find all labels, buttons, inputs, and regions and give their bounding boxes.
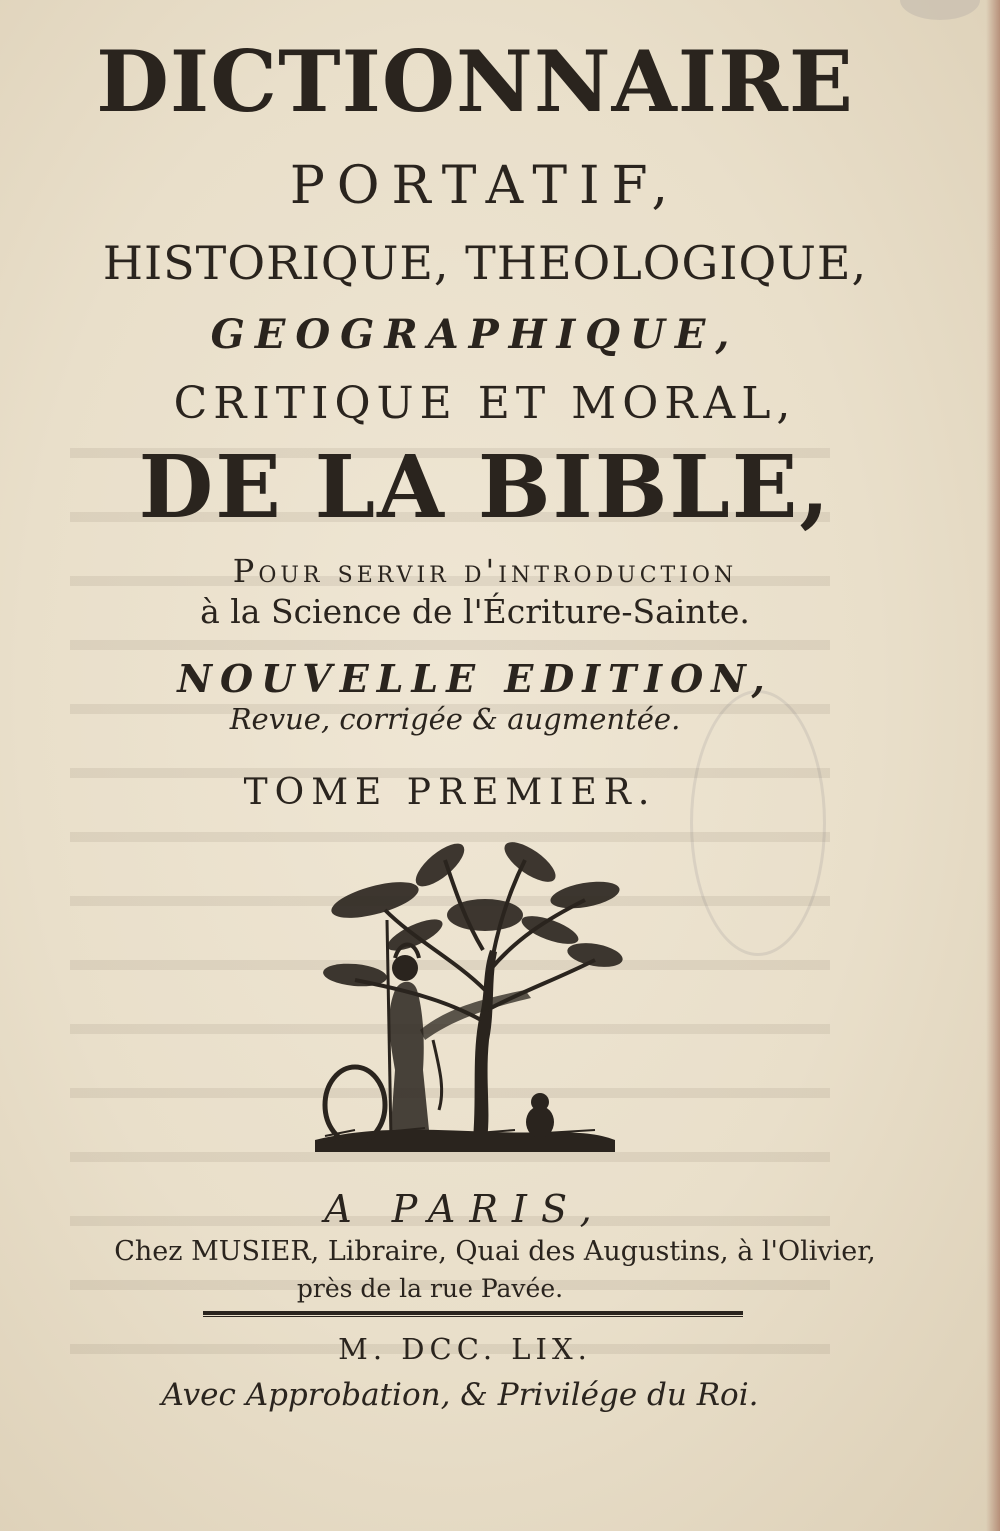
title-line-portatif: PORTATIF,: [289, 156, 681, 216]
imprint-rule: [203, 1311, 743, 1317]
edition-heading: NOUVELLE EDITION,: [177, 656, 773, 701]
volume-label: TOME PREMIER.: [243, 772, 657, 813]
woodcut-tree-minerva-icon: [295, 840, 625, 1160]
subtitle-line-1: Pour servir d'introduction: [232, 552, 738, 590]
imprint-city: A PARIS,: [324, 1187, 606, 1231]
imprint-year: M. DCC. LIX.: [338, 1332, 592, 1366]
page-edge: [986, 0, 1000, 1531]
corner-mark: [900, 0, 980, 20]
title-line-historique: HISTORIQUE, THEOLOGIQUE,: [102, 236, 868, 290]
title-line-geographique: GEOGRAPHIQUE,: [210, 311, 740, 358]
subtitle-line-2: à la Science de l'Écriture-Sainte.: [200, 592, 750, 631]
title-line-critique: CRITIQUE ET MORAL,: [173, 378, 797, 429]
title-line-dictionnaire: DICTIONNAIRE: [96, 32, 854, 131]
title-line-bible: DE LA BIBLE,: [138, 437, 832, 538]
imprint-address: près de la rue Pavée.: [296, 1274, 564, 1303]
imprint-publisher: Chez MUSIER, Libraire, Quai des Augustins, à l'Olivier,: [114, 1236, 876, 1267]
edition-note: Revue, corrigée & augmentée.: [229, 702, 681, 736]
imprint-privilege: Avec Approbation, & Privilége du Roi.: [161, 1377, 759, 1413]
